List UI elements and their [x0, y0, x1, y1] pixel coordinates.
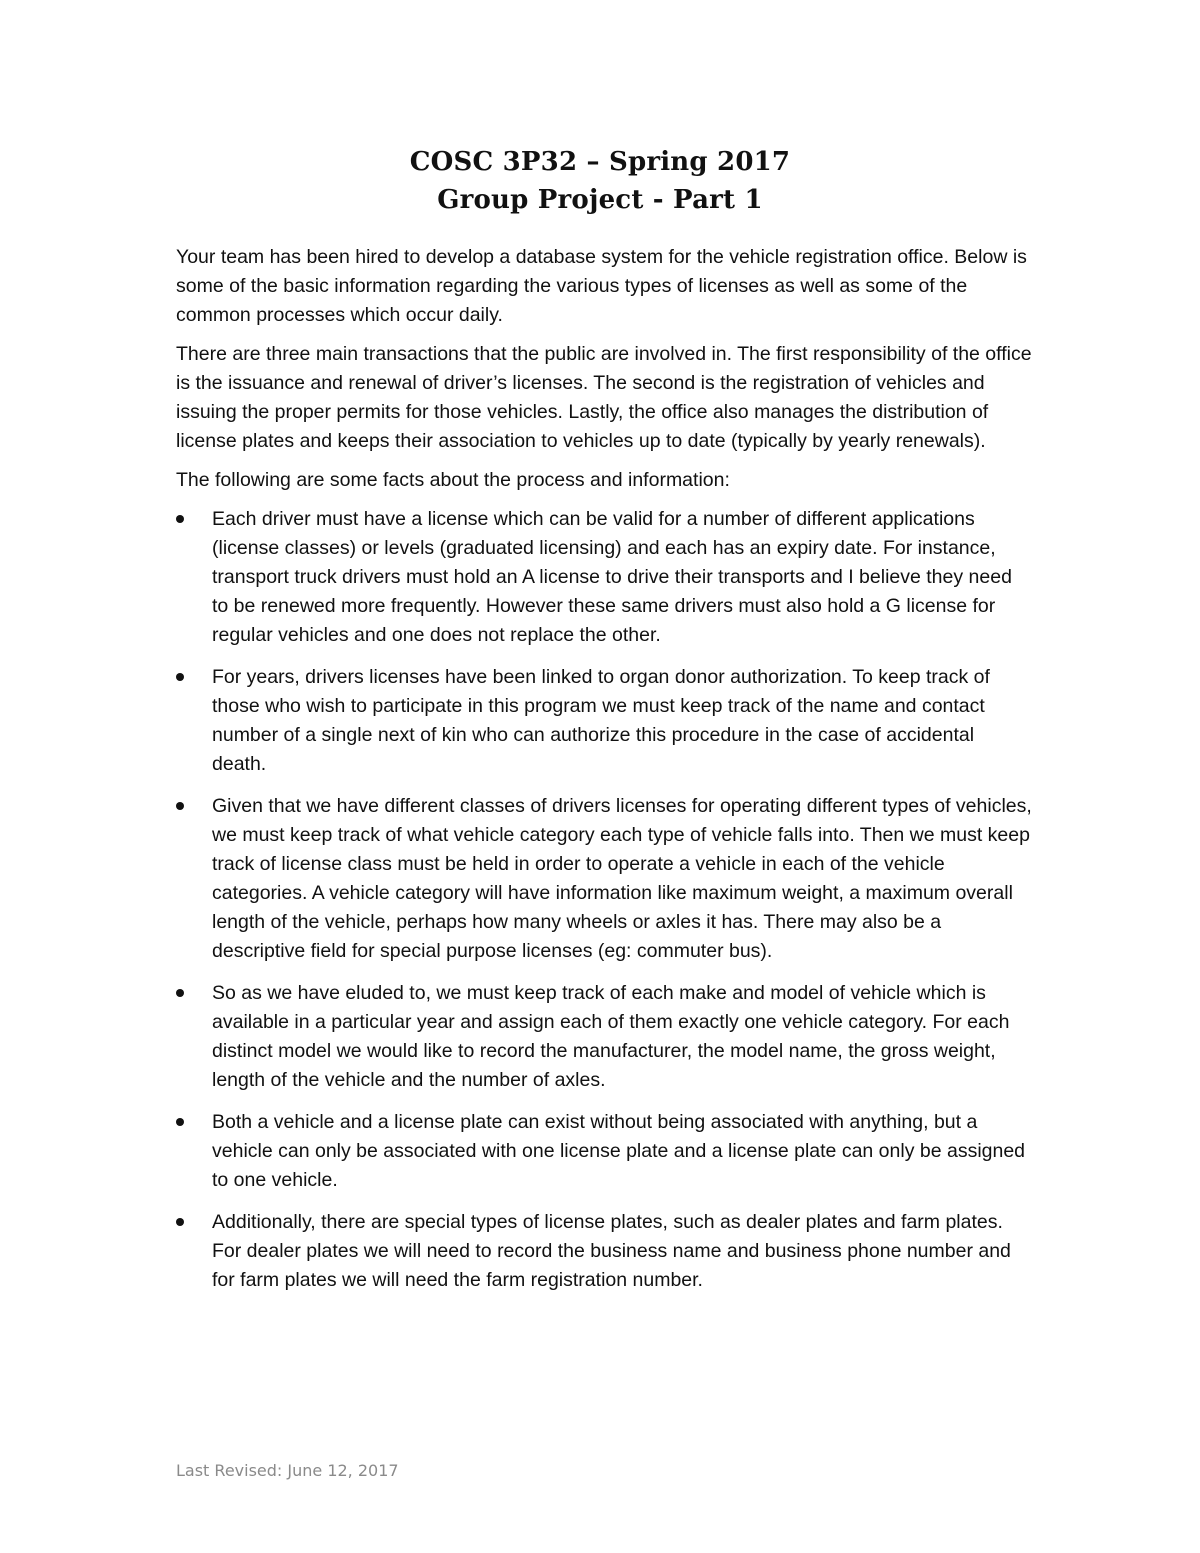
document-title — [0, 143, 1200, 219]
list-item-text: For years, drivers licenses have been linked to organ donor authorization. To keep track of those who wish to participate in this program we must keep track of the name and contact number of a single next of kin who can authorize this procedure in the case of accidental death. — [212, 666, 990, 775]
document-body — [176, 243, 1032, 1308]
bullet-icon — [176, 673, 184, 681]
bullet-icon — [176, 515, 184, 523]
list-item-text: Both a vehicle and a license plate can exist without being associated with anything, but a vehicle can only be associated with one license plate and a license plate can only be assigned to one vehicle. — [212, 1111, 1026, 1191]
list-item — [176, 1108, 1032, 1195]
bullet-icon — [176, 1218, 184, 1226]
transactions-paragraph: There are three main transactions that the public are involved in. The first responsibility of the office is the issuance and renewal of driver’s licenses. The second is the registration of vehicles and issuing the proper permits for those vehicles. Lastly, the office also manages the distribution of license plates and keeps their association to vehicles up to date (typically by yearly renewals). — [176, 343, 1032, 452]
list-item-text: Each driver must have a license which can be valid for a number of different applications (license classes) or levels (graduated licensing) and each has an expiry date. For instance, transport truck drivers must hold an A license to drive their transports and I believe they need to be renewed more frequently. However these same drivers must also hold a G license for regular vehicles and one does not replace the other. — [212, 508, 1012, 646]
bullet-icon — [176, 989, 184, 997]
list-item-text: Additionally, there are special types of license plates, such as dealer plates and farm plates. For dealer plates we will need to record the business name and business phone number and for farm plates we will need the farm registration number. — [212, 1211, 1011, 1291]
bullet-icon — [176, 1118, 184, 1126]
list-item — [176, 1208, 1032, 1295]
list-item-text: Given that we have different classes of drivers licenses for operating different types of vehicles, we must keep track of what vehicle category each type of vehicle falls into. Then we must keep track of license class must be held in order to operate a vehicle in each of the vehicle categories. A vehicle category will have information like maximum weight, a maximum overall length of the vehicle, perhaps how many wheels or axles it has. There may also be a descriptive field for special purpose licenses (eg: commuter bus). — [212, 795, 1032, 962]
facts-list — [176, 505, 1032, 1295]
list-item — [176, 979, 1032, 1095]
bullet-icon — [176, 802, 184, 810]
facts-lead-paragraph: The following are some facts about the process and information: — [176, 469, 730, 491]
list-item-text: So as we have eluded to, we must keep track of each make and model of vehicle which is available in a particular year and assign each of them exactly one vehicle category. For each distinct model we would like to record the manufacturer, the model name, the gross weight, length of the vehicle and the number of axles. — [212, 982, 1010, 1091]
list-item — [176, 505, 1032, 650]
course-title: COSC 3P32 – Spring 2017 — [409, 147, 791, 177]
list-item — [176, 663, 1032, 779]
list-item — [176, 792, 1032, 966]
revision-footer: Last Revised: June 12, 2017 — [176, 1461, 399, 1480]
intro-paragraph: Your team has been hired to develop a database system for the vehicle registration office. Below is some of the basic information regarding the various types of licenses as well as some of the common processes which occur daily. — [176, 246, 1027, 326]
project-title: Group Project - Part 1 — [437, 185, 763, 215]
